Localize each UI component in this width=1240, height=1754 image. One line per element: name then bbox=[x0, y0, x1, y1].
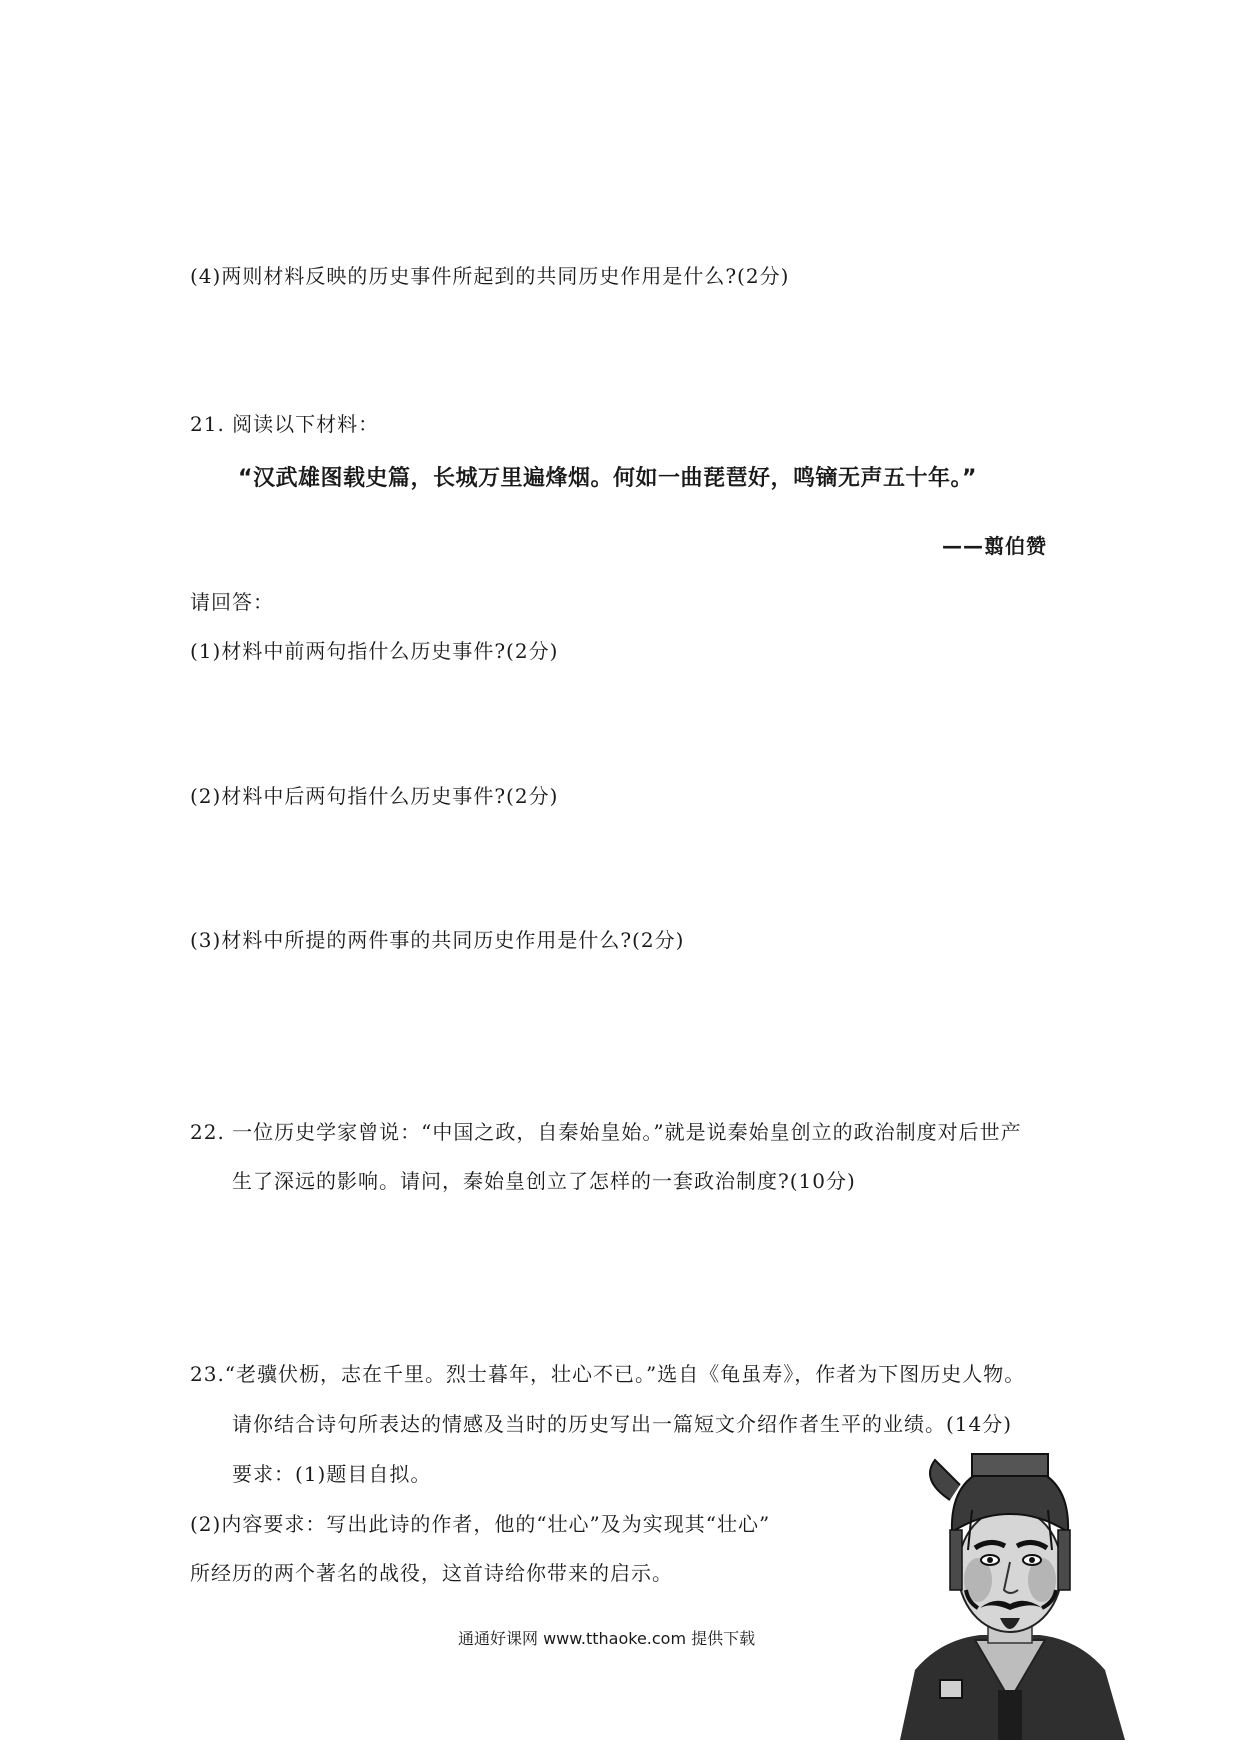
q21-prompt: 请回答： bbox=[190, 590, 274, 614]
q23-line5: 所经历的两个著名的战役，这首诗给你带来的启示。 bbox=[190, 1561, 673, 1585]
q22-line2: 生了深远的影响。请问，秦始皇创立了怎样的一套政治制度?(10分) bbox=[232, 1169, 856, 1193]
q23-line2: 请你结合诗句所表达的情感及当时的历史写出一篇短文介绍作者生平的业绩。(14分) bbox=[232, 1412, 1013, 1436]
q21-quote: “汉武雄图载史篇，长城万里遍烽烟。何如一曲琵琶好，鸣镝无声五十年。” bbox=[238, 466, 977, 491]
q23-line1: 23.“老骥伏枥，志在千里。烈士暮年，壮心不已。”选自《龟虽寿》，作者为下图历史人物。 bbox=[190, 1362, 1026, 1386]
q21-sub1: (1)材料中前两句指什么历史事件?(2分) bbox=[190, 639, 559, 663]
q21-sub3: (3)材料中所提的两件事的共同历史作用是什么?(2分) bbox=[190, 928, 685, 952]
q23-line4: (2)内容要求：写出此诗的作者，他的“壮心”及为实现其“壮心” bbox=[190, 1512, 771, 1536]
q21-attribution: ——翦伯赞 bbox=[942, 534, 1047, 558]
q21-sub2: (2)材料中后两句指什么历史事件?(2分) bbox=[190, 784, 559, 808]
q21-title: 21. 阅读以下材料： bbox=[190, 412, 380, 436]
q23-line3: 要求：(1)题目自拟。 bbox=[232, 1462, 432, 1486]
q20-sub4: (4)两则材料反映的历史事件所起到的共同历史作用是什么?(2分) bbox=[190, 264, 790, 288]
q22-line1: 22. 一位历史学家曾说：“中国之政，自秦始皇始。”就是说秦始皇创立的政治制度对后世产 bbox=[190, 1120, 1022, 1144]
footer-source: 通通好课网 www.tthaoke.com 提供下载 bbox=[458, 1629, 756, 1648]
historical-figure-portrait bbox=[880, 1440, 1140, 1740]
